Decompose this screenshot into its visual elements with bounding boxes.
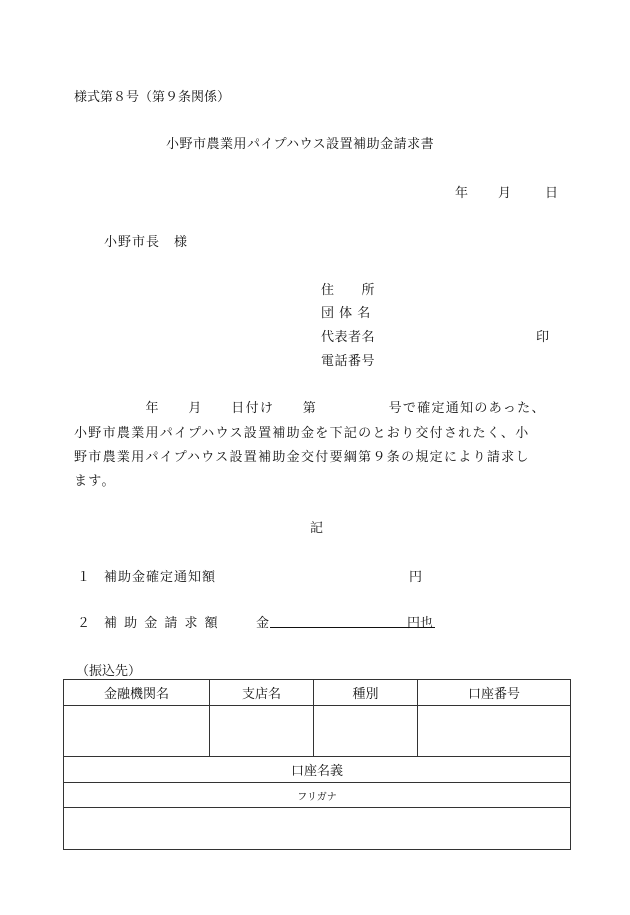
date-day-label: 日 [545,186,559,201]
bank-account-table [63,679,571,850]
group-name-label: 団 体 名 [321,306,371,321]
ki-heading: 記 [310,521,324,536]
date-year-label: 年 [455,186,469,201]
item-1-label: 補助金確定通知額 [104,570,217,585]
address-label: 住 所 [321,283,376,298]
account-name-header: 口座名義 [64,757,571,783]
item-2-unit: 円也 [407,616,434,631]
transfer-label: （振込先） [76,664,142,679]
account-type-header: 種別 [314,680,418,706]
bank-name-header: 金融機関名 [64,680,210,706]
representative-label: 代表者名 [321,330,376,345]
form-number: 様式第８号（第９条関係） [74,90,231,105]
branch-header: 支店名 [210,680,314,706]
account-type-field[interactable] [314,706,418,757]
branch-field[interactable] [210,706,314,757]
bank-name-field[interactable] [64,706,210,757]
date-month-label: 月 [498,186,512,201]
item-2-label: 補 助 金 請 求 額 [104,616,220,631]
item-1-number: １ [77,570,91,585]
body-text-line-1: 年 月 日付け 第 号で確定通知のあった、 [74,401,546,416]
body-text-line-4: ます。 [74,474,116,489]
phone-label: 電話番号 [321,354,376,369]
item-2-number: ２ [77,616,91,631]
body-text-line-3: 野市農業用パイプハウス設置補助金交付要綱第９条の規定により請求し [74,450,530,465]
document-title: 小野市農業用パイプハウス設置補助金請求書 [166,137,435,152]
body-text-line-2: 小野市農業用パイプハウス設置補助金を下記のとおり交付されたく、小 [74,426,530,441]
account-number-header: 口座番号 [418,680,571,706]
furigana-label: フリガナ [297,791,337,803]
account-number-field[interactable] [418,706,571,757]
item-2-prefix: 金 [256,616,270,631]
furigana-field[interactable] [64,783,571,808]
addressee: 小野市長 様 [104,235,189,250]
account-name-field[interactable] [64,808,571,850]
item-1-unit: 円 [409,570,423,585]
seal-mark: 印 [536,330,550,345]
